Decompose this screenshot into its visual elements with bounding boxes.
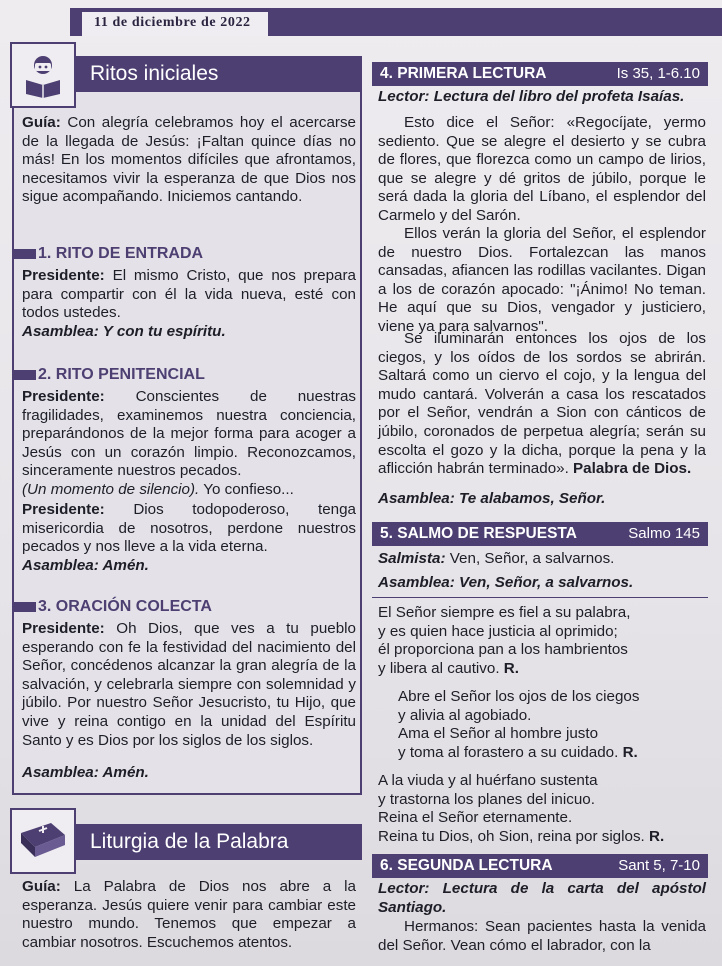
bible-icon bbox=[10, 808, 76, 874]
liturgia-palabra-title: Liturgia de la Palabra bbox=[12, 824, 362, 860]
salmo-response: Asamblea: Ven, Señor, a salvarnos. bbox=[378, 574, 634, 591]
heading-bar bbox=[14, 249, 36, 259]
segunda-lectura-heading: 6. SEGUNDA LECTURA Sant 5, 7-10 bbox=[372, 854, 708, 878]
intro-paragraph bbox=[22, 114, 356, 207]
primera-lectura-response: Asamblea: Te alabamos, Señor. bbox=[378, 490, 606, 507]
liturgia-intro: Guía: La Palabra de Dios nos abre a la esperanza. Jesús quiere venir para cambiar este nuestro mundo. Tenemos que empezar a cambiar nosotros. Escuchemos atentos. bbox=[22, 878, 356, 951]
segunda-lectura-lector: Lector: Lectura de la carta del apóstol Santiago. bbox=[378, 880, 706, 916]
salmo-divider bbox=[372, 597, 708, 598]
salmo-heading: 5. SALMO DE RESPUESTA Salmo 145 bbox=[372, 522, 708, 546]
rito-entrada-response: Asamblea: Y con tu espíritu. bbox=[22, 323, 226, 340]
oracion-colecta-heading: 3. ORACIÓN COLECTA bbox=[14, 598, 212, 616]
primera-lectura-heading: 4. PRIMERA LECTURA Is 35, 1-6.10 bbox=[372, 62, 708, 86]
rito-penitencial-text: Presidente: Conscientes de nuestras fragilidades, examinemos nuestra conciencia, preparándonos de la mejor forma para acoger a Jesús con un corazón limpio. Reconozcamos, sinceramente nuestros pecados. bbox=[22, 388, 356, 480]
heading-bar bbox=[14, 602, 36, 612]
rito-penitencial-absolution: Presidente: Dios todopoderoso, tenga misericordia de nosotros, perdone nuestros pecados y nos lleve a la vida eterna. bbox=[22, 501, 356, 556]
segunda-lectura-reference: Sant 5, 7-10 bbox=[618, 857, 700, 874]
primera-lectura-lector: Lector: Lectura del libro del profeta Isaías. bbox=[378, 88, 685, 105]
salmo-estrofa-2: Abre el Señor los ojos de los ciegos y alivia al agobiado. Ama el Señor al hombre justo y toma al forastero a su cuidado. R. bbox=[398, 688, 640, 761]
primera-lectura-reference: Is 35, 1-6.10 bbox=[616, 65, 700, 82]
primera-lectura-p1: Esto dice el Señor: «Regocíjate, yermo sediento. Que se alegre el desierto y se cubra de flores, que florezca como un campo de lirios, que se alegre y dé gritos de júbilo, porque le será dada la gloria del Líbano, el esplendor del Carmelo y del Sarón. bbox=[378, 114, 706, 224]
child-reading-book-icon bbox=[10, 42, 76, 108]
primera-lectura-p2: Ellos verán la gloria del Señor, el esplendor de nuestro Dios. Fortalezcan las manos cansadas, afiancen las rodillas vacilantes. Digan a los de corazón apocado: "¡Ánimo! No teman. He aquí que su Dios, vengador y justiciero, viene ya para salvarnos". bbox=[378, 225, 706, 335]
rito-penitencial-response: Asamblea: Amén. bbox=[22, 557, 149, 574]
rito-penitencial-heading: 2. RITO PENITENCIAL bbox=[14, 366, 205, 384]
ritos-iniciales-title: Ritos iniciales bbox=[12, 56, 362, 92]
rito-entrada-heading: 1. RITO DE ENTRADA bbox=[14, 245, 203, 263]
heading-bar bbox=[14, 370, 36, 380]
intro-speaker: Guía: bbox=[22, 114, 61, 131]
salmista-line: Salmista: Ven, Señor, a salvarnos. bbox=[378, 550, 615, 567]
salmo-estrofa-3: A la viuda y al huérfano sustenta y trastorna los planes del inicuo. Reina el Señor eternamente. Reina tu Dios, oh Sion, reina por siglos. R. bbox=[378, 772, 665, 845]
page-date: 11 de diciembre de 2022 bbox=[80, 10, 270, 36]
salmo-reference: Salmo 145 bbox=[628, 525, 700, 542]
rito-entrada-text: Presidente: El mismo Cristo, que nos prepara para compartir con él la vida nueva, esté con todos ustedes. bbox=[22, 267, 356, 322]
segunda-lectura-p1: Hermanos: Sean pacientes hasta la venida del Señor. Vean cómo el labrador, con la bbox=[378, 918, 706, 954]
primera-lectura-p3: Se iluminarán entonces los ojos de los ciegos, y los oídos de los sordos se abrirán. Saltará como un ciervo el cojo, y la lengua del mudo cantará. Volverán a casa los rescatados por el Señor, vendrán a Sion con cánticos de júbilo, coronados de perpetua alegría; serán su escolta el gozo y la dicha, porque la pena y la aflicción habrán terminado». Palabra de Dios. bbox=[378, 330, 706, 478]
oracion-colecta-text: Presidente: Oh Dios, que ves a tu pueblo esperando con fe la festividad del nacimiento del Señor, concédenos alcanzar la gran alegría de la salvación, y celebrarla siempre con solemnidad y júbilo. Por nuestro Señor Jesucristo, tu Hijo, que vive y reina contigo en la unidad del Espíritu Santo y es Dios por los siglos de los siglos. bbox=[22, 620, 356, 749]
salmo-estrofa-1: El Señor siempre es fiel a su palabra, y es quien hace justicia al oprimido; él proporciona pan a los hambrientos y libera al cautivo. R. bbox=[378, 604, 631, 677]
intro-text: Con alegría celebramos hoy el acercarse de la llegada de Jesús: ¡Faltan quince días no más! En los momentos difíciles que afrontamos, necesitamos vivir la esperanza de que Dios nos sigue acompañando. Iniciemos cantando. bbox=[22, 114, 356, 206]
rito-penitencial-silence: (Un momento de silencio). Yo confieso... bbox=[22, 481, 294, 498]
oracion-colecta-response: Asamblea: Amén. bbox=[22, 764, 149, 781]
